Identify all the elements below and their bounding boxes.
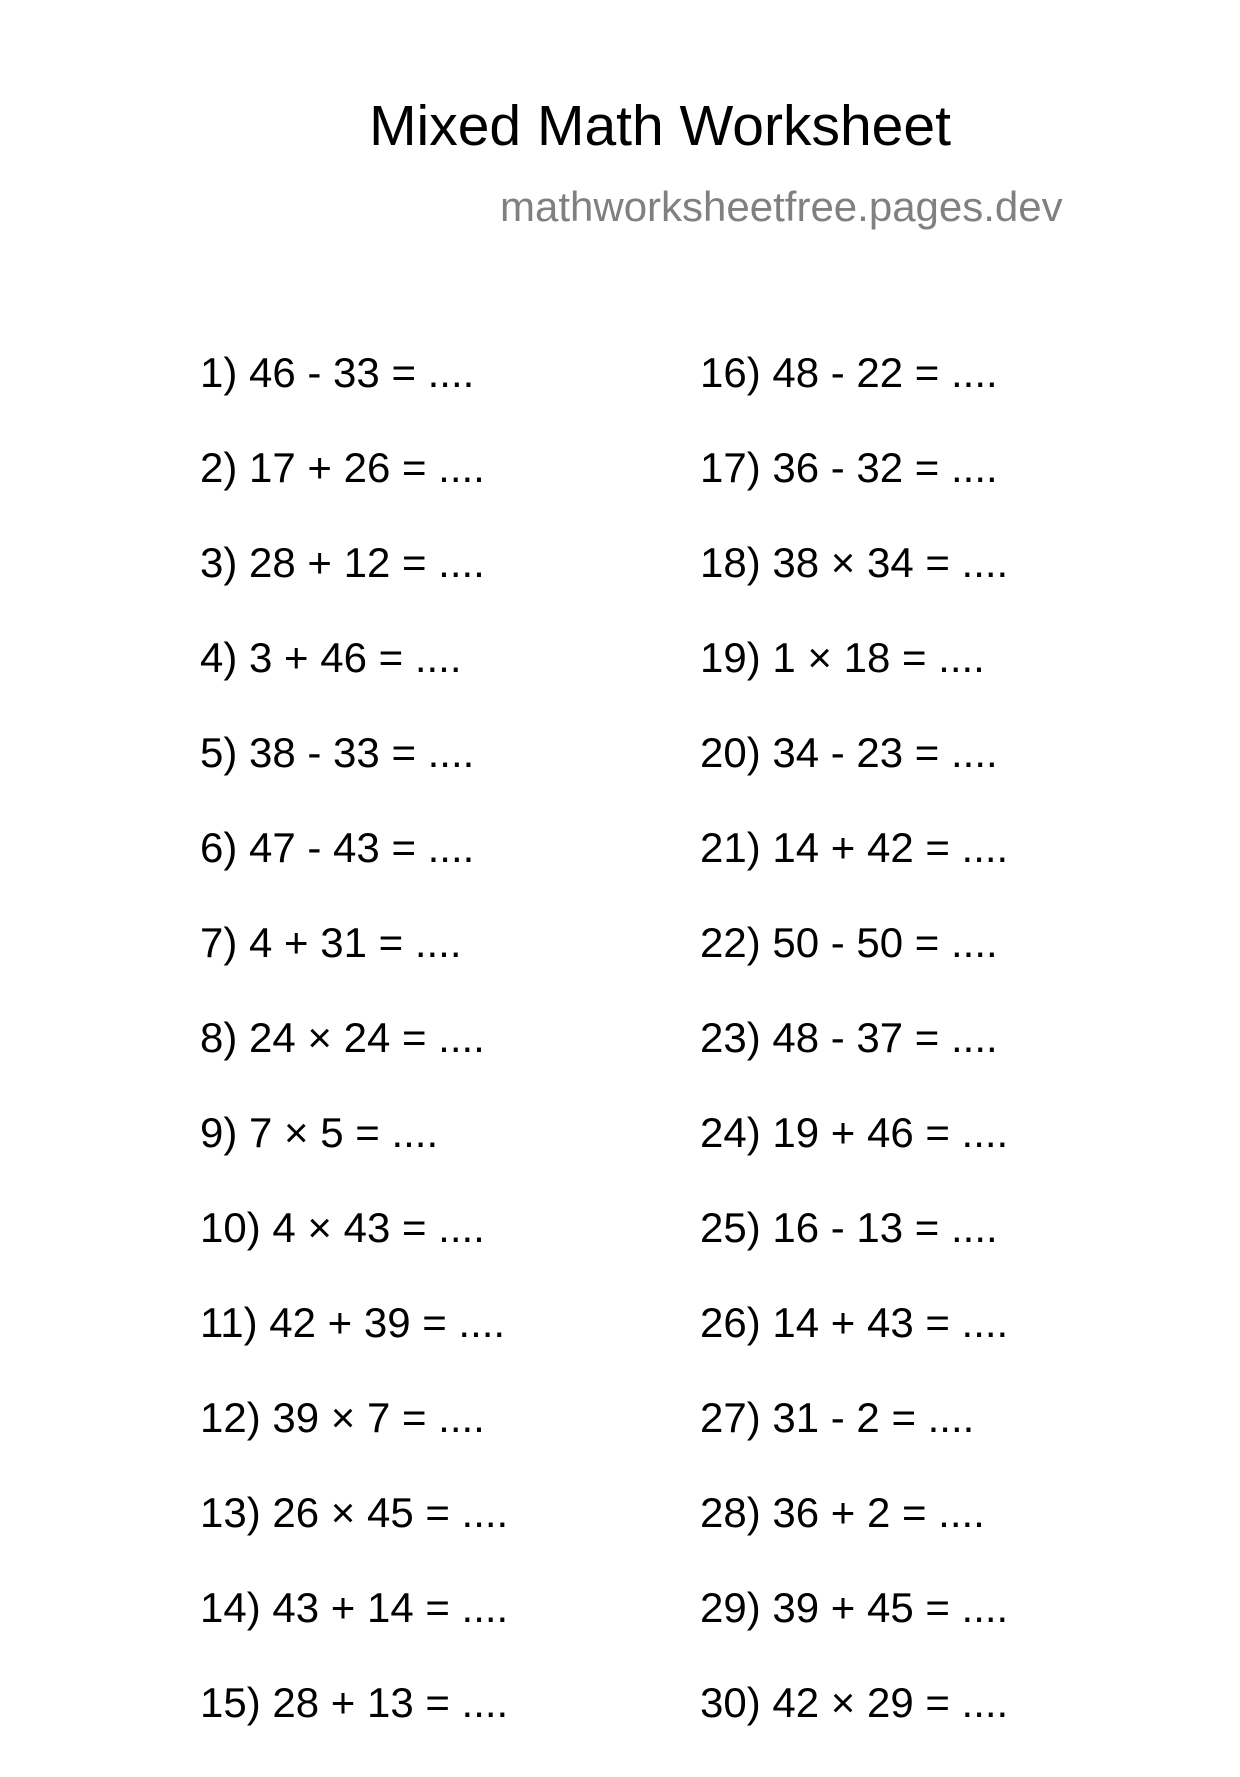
math-problem: 15) 28 + 13 = ....	[200, 1679, 509, 1726]
math-problem: 16) 48 - 22 = ....	[700, 349, 998, 396]
math-problem: 4) 3 + 46 = ....	[200, 634, 462, 681]
math-problem: 17) 36 - 32 = ....	[700, 444, 998, 491]
problem-list-left	[200, 349, 509, 1777]
website-label: mathworksheetfree.pages.dev	[500, 183, 1063, 230]
math-problem: 6) 47 - 43 = ....	[200, 824, 475, 871]
math-problem: 14) 43 + 14 = ....	[200, 1584, 509, 1631]
math-problem: 22) 50 - 50 = ....	[700, 919, 998, 966]
math-problem: 9) 7 × 5 = ....	[200, 1109, 439, 1156]
math-problem: 11) 42 + 39 = ....	[200, 1299, 506, 1346]
math-problem: 1) 46 - 33 = ....	[200, 349, 475, 396]
math-problem: 28) 36 + 2 = ....	[700, 1489, 985, 1536]
math-problem: 20) 34 - 23 = ....	[700, 729, 998, 776]
math-problem: 19) 1 × 18 = ....	[700, 634, 985, 681]
math-problem: 24) 19 + 46 = ....	[700, 1109, 1009, 1156]
math-problem: 13) 26 × 45 = ....	[200, 1489, 509, 1536]
math-problem: 7) 4 + 31 = ....	[200, 919, 462, 966]
math-problem: 29) 39 + 45 = ....	[700, 1584, 1009, 1631]
problem-list-right	[700, 349, 1009, 1777]
math-problem: 2) 17 + 26 = ....	[200, 444, 485, 491]
math-problem: 8) 24 × 24 = ....	[200, 1014, 485, 1061]
math-problem: 26) 14 + 43 = ....	[700, 1299, 1009, 1346]
math-problem: 18) 38 × 34 = ....	[700, 539, 1009, 586]
math-problem: 23) 48 - 37 = ....	[700, 1014, 998, 1061]
math-problem: 3) 28 + 12 = ....	[200, 539, 485, 586]
math-problem: 21) 14 + 42 = ....	[700, 824, 1009, 871]
math-problem: 10) 4 × 43 = ....	[200, 1204, 485, 1251]
worksheet-title: Mixed Math Worksheet	[369, 94, 951, 158]
math-problem: 5) 38 - 33 = ....	[200, 729, 475, 776]
math-problem: 27) 31 - 2 = ....	[700, 1394, 975, 1441]
math-problem: 30) 42 × 29 = ....	[700, 1679, 1009, 1726]
math-problem: 12) 39 × 7 = ....	[200, 1394, 485, 1441]
math-problem: 25) 16 - 13 = ....	[700, 1204, 998, 1251]
